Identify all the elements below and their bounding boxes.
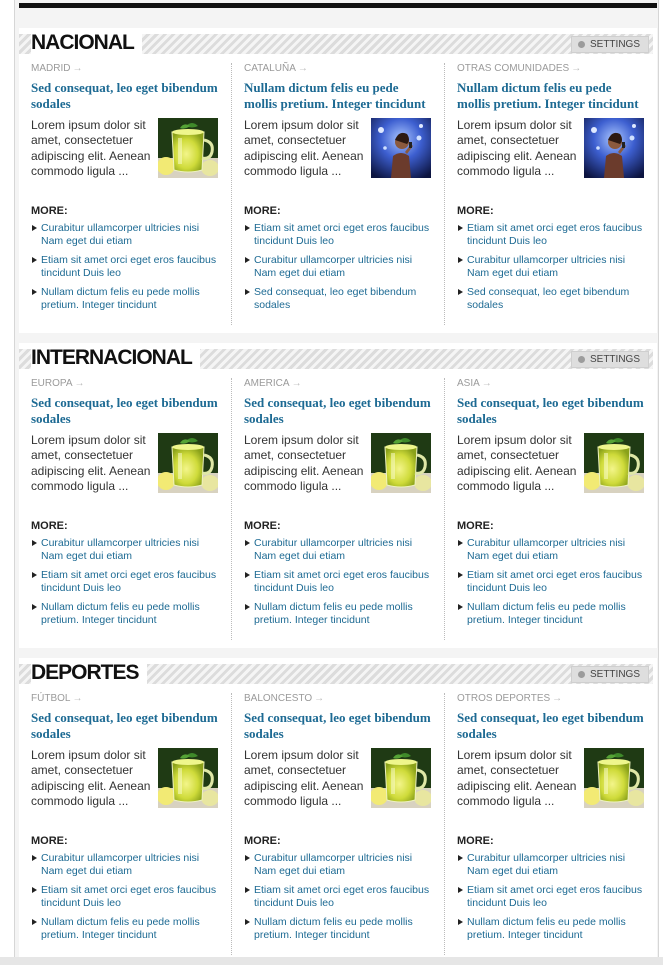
related-link[interactable]: Curabitur ullamcorper ultricies nisi Nam eget dui etiam [254,254,413,279]
list-item [457,537,644,563]
news-column [444,693,656,955]
settings-button[interactable] [571,36,649,53]
category-link[interactable] [244,63,431,75]
headline-link[interactable]: Sed consequat, leo eget bibendum sodales [244,710,431,741]
news-section [19,658,657,963]
related-link[interactable]: Curabitur ullamcorper ultricies nisi Nam eget dui etiam [467,537,626,562]
related-link[interactable]: Etiam sit amet orci eget eros faucibus tincidunt Duis leo [254,884,430,909]
more-links-list [244,537,431,627]
arrow-right-icon: → [314,693,325,704]
list-item [457,222,644,248]
related-link[interactable]: Etiam sit amet orci eget eros faucibus tincidunt Duis leo [467,222,643,247]
category-link[interactable] [31,693,219,705]
settings-label: SETTINGS [589,669,640,680]
settings-label: SETTINGS [589,354,640,365]
more-heading: MORE: [244,520,281,532]
news-column [444,63,656,325]
teaser-text: Lorem ipsum dolor sit amet, consectetuer adipiscing elit. Aenean commodo ligula ... [457,433,577,493]
category-link[interactable] [244,378,431,390]
lemonade-image [371,748,431,808]
headline-link[interactable]: Sed consequat, leo eget bibendum sodales [244,395,431,426]
article-body [244,118,431,196]
list-item [31,537,219,563]
news-column [19,378,231,640]
teaser-text: Lorem ipsum dolor sit amet, consectetuer adipiscing elit. Aenean commodo ligula ... [31,118,151,178]
related-link[interactable]: Etiam sit amet orci eget eros faucibus tincidunt Duis leo [41,254,217,279]
teaser-text: Lorem ipsum dolor sit amet, consectetuer adipiscing elit. Aenean commodo ligula ... [457,118,577,178]
arrow-right-icon: → [74,378,85,389]
category-link[interactable] [31,378,219,390]
arrow-right-icon: → [72,693,83,704]
related-link[interactable]: Sed consequat, leo eget bibendum sodales [254,286,417,311]
more-links-list [31,537,219,627]
related-link[interactable]: Nullam dictum felis eu pede mollis pretium. Integer tincidunt [41,286,200,311]
more-heading: MORE: [244,835,281,847]
category-label: CATALUÑA [244,63,296,74]
lemonade-image [371,433,431,493]
category-link[interactable] [244,693,431,705]
related-link[interactable]: Nullam dictum felis eu pede mollis pretium. Integer tincidunt [254,916,413,941]
more-links-list [244,852,431,942]
lemonade-image [158,118,218,178]
section-columns [19,63,657,333]
related-link[interactable]: Curabitur ullamcorper ultricies nisi Nam eget dui etiam [254,537,413,562]
arrow-right-icon: → [72,63,83,74]
settings-button[interactable] [571,351,649,368]
lemonade-image [158,748,218,808]
teaser-text: Lorem ipsum dolor sit amet, consectetuer adipiscing elit. Aenean commodo ligula ... [31,433,151,493]
list-item [244,601,431,627]
related-link[interactable]: Curabitur ullamcorper ultricies nisi Nam eget dui etiam [41,537,200,562]
list-item [31,254,219,280]
category-label: EUROPA [31,378,73,389]
section-title: INTERNACIONAL [31,345,200,371]
teaser-text: Lorem ipsum dolor sit amet, consectetuer adipiscing elit. Aenean commodo ligula ... [244,433,364,493]
category-link[interactable] [457,693,644,705]
lemonade-image [584,748,644,808]
more-heading: MORE: [457,205,494,217]
settings-dot-icon [578,671,585,678]
category-link[interactable] [31,63,219,75]
related-link[interactable]: Etiam sit amet orci eget eros faucibus tincidunt Duis leo [41,884,217,909]
list-item [244,884,431,910]
more-links-list [31,222,219,312]
related-link[interactable]: Curabitur ullamcorper ultricies nisi Nam eget dui etiam [467,254,626,279]
settings-dot-icon [578,41,585,48]
news-column [19,693,231,955]
news-column [231,378,443,640]
related-link[interactable]: Etiam sit amet orci eget eros faucibus tincidunt Duis leo [467,884,643,909]
list-item [31,916,219,942]
list-item [457,916,644,942]
list-item [244,852,431,878]
news-section [19,28,657,333]
news-column [444,378,656,640]
headline-link[interactable]: Sed consequat, leo eget bibendum sodales [31,80,218,111]
related-link[interactable]: Etiam sit amet orci eget eros faucibus tincidunt Duis leo [41,569,217,594]
category-label: MADRID [31,63,71,74]
arrow-right-icon: → [297,63,308,74]
section-title: NACIONAL [31,30,142,56]
list-item [31,852,219,878]
list-item [244,286,431,312]
more-links-list [457,537,644,627]
arrow-right-icon: → [552,693,563,704]
list-item [31,569,219,595]
category-label: BALONCESTO [244,693,313,704]
list-item [457,569,644,595]
news-column [231,693,443,955]
settings-button[interactable] [571,666,649,683]
lemonade-image [158,433,218,493]
category-label: ASIA [457,378,480,389]
more-heading: MORE: [31,835,68,847]
related-link[interactable]: Nullam dictum felis eu pede mollis pretium. Integer tincidunt [41,916,200,941]
arrow-right-icon: → [571,63,582,74]
headline-link[interactable]: Nullam dictum felis eu pede mollis pretium. Integer tincidunt [244,80,426,111]
related-link[interactable]: Etiam sit amet orci eget eros faucibus tincidunt Duis leo [467,569,643,594]
headline-link[interactable]: Sed consequat, leo eget bibendum sodales [457,395,644,426]
article-body [457,118,644,196]
more-heading: MORE: [457,835,494,847]
related-link[interactable]: Etiam sit amet orci eget eros faucibus tincidunt Duis leo [254,222,430,247]
section-title: DEPORTES [31,660,147,686]
related-link[interactable]: Nullam dictum felis eu pede mollis pretium. Integer tincidunt [41,601,200,626]
related-link[interactable]: Nullam dictum felis eu pede mollis pretium. Integer tincidunt [254,601,413,626]
related-link[interactable]: Etiam sit amet orci eget eros faucibus tincidunt Duis leo [254,569,430,594]
section-header [19,658,657,688]
article-body [244,748,431,826]
teaser-text: Lorem ipsum dolor sit amet, consectetuer adipiscing elit. Aenean commodo ligula ... [457,748,577,808]
category-label: FÚTBOL [31,693,71,704]
category-link[interactable] [457,378,644,390]
article-body [457,748,644,826]
bottom-bar [0,957,663,965]
more-heading: MORE: [31,520,68,532]
more-links-list [31,852,219,942]
headline-link[interactable]: Sed consequat, leo eget bibendum sodales [457,710,644,741]
teaser-text: Lorem ipsum dolor sit amet, consectetuer adipiscing elit. Aenean commodo ligula ... [244,118,364,178]
article-body [457,433,644,511]
category-label: OTRAS COMUNIDADES [457,63,570,74]
article-body [31,433,219,511]
more-links-list [457,852,644,942]
more-heading: MORE: [244,205,281,217]
list-item [244,569,431,595]
news-column [231,63,443,325]
list-item [244,916,431,942]
news-column [19,63,231,325]
section-columns [19,378,657,648]
headline-link[interactable]: Sed consequat, leo eget bibendum sodales [31,710,218,741]
headline-link[interactable]: Nullam dictum felis eu pede mollis pretium. Integer tincidunt [457,80,639,111]
category-label: AMERICA [244,378,290,389]
category-label: OTROS DEPORTES [457,693,551,704]
related-link[interactable]: Curabitur ullamcorper ultricies nisi Nam eget dui etiam [254,852,413,877]
news-section [19,343,657,648]
related-link[interactable]: Curabitur ullamcorper ultricies nisi Nam eget dui etiam [41,852,200,877]
singer-image [584,118,644,178]
more-heading: MORE: [457,520,494,532]
article-body [244,433,431,511]
section-columns [19,693,657,963]
arrow-right-icon: → [291,378,302,389]
list-item [244,222,431,248]
teaser-text: Lorem ipsum dolor sit amet, consectetuer adipiscing elit. Aenean commodo ligula ... [244,748,364,808]
more-links-list [457,222,644,312]
more-heading: MORE: [31,205,68,217]
list-item [457,254,644,280]
list-item [457,852,644,878]
list-item [457,601,644,627]
list-item [31,286,219,312]
more-links-list [244,222,431,312]
list-item [244,254,431,280]
related-link[interactable]: Nullam dictum felis eu pede mollis pretium. Integer tincidunt [467,601,626,626]
settings-dot-icon [578,356,585,363]
article-body [31,748,219,826]
list-item [31,884,219,910]
list-item [244,537,431,563]
list-item [457,884,644,910]
teaser-text: Lorem ipsum dolor sit amet, consectetuer adipiscing elit. Aenean commodo ligula ... [31,748,151,808]
list-item [457,286,644,312]
list-item [31,222,219,248]
related-link[interactable]: Nullam dictum felis eu pede mollis pretium. Integer tincidunt [467,916,626,941]
lemonade-image [584,433,644,493]
section-header [19,343,657,373]
headline-link[interactable]: Sed consequat, leo eget bibendum sodales [31,395,218,426]
related-link[interactable]: Curabitur ullamcorper ultricies nisi Nam eget dui etiam [41,222,200,247]
related-link[interactable]: Sed consequat, leo eget bibendum sodales [467,286,630,311]
section-header [19,28,657,58]
top-bar [19,3,657,8]
article-body [31,118,219,196]
settings-label: SETTINGS [589,39,640,50]
related-link[interactable]: Curabitur ullamcorper ultricies nisi Nam eget dui etiam [467,852,626,877]
singer-image [371,118,431,178]
arrow-right-icon: → [481,378,492,389]
list-item [31,601,219,627]
category-link[interactable] [457,63,644,75]
